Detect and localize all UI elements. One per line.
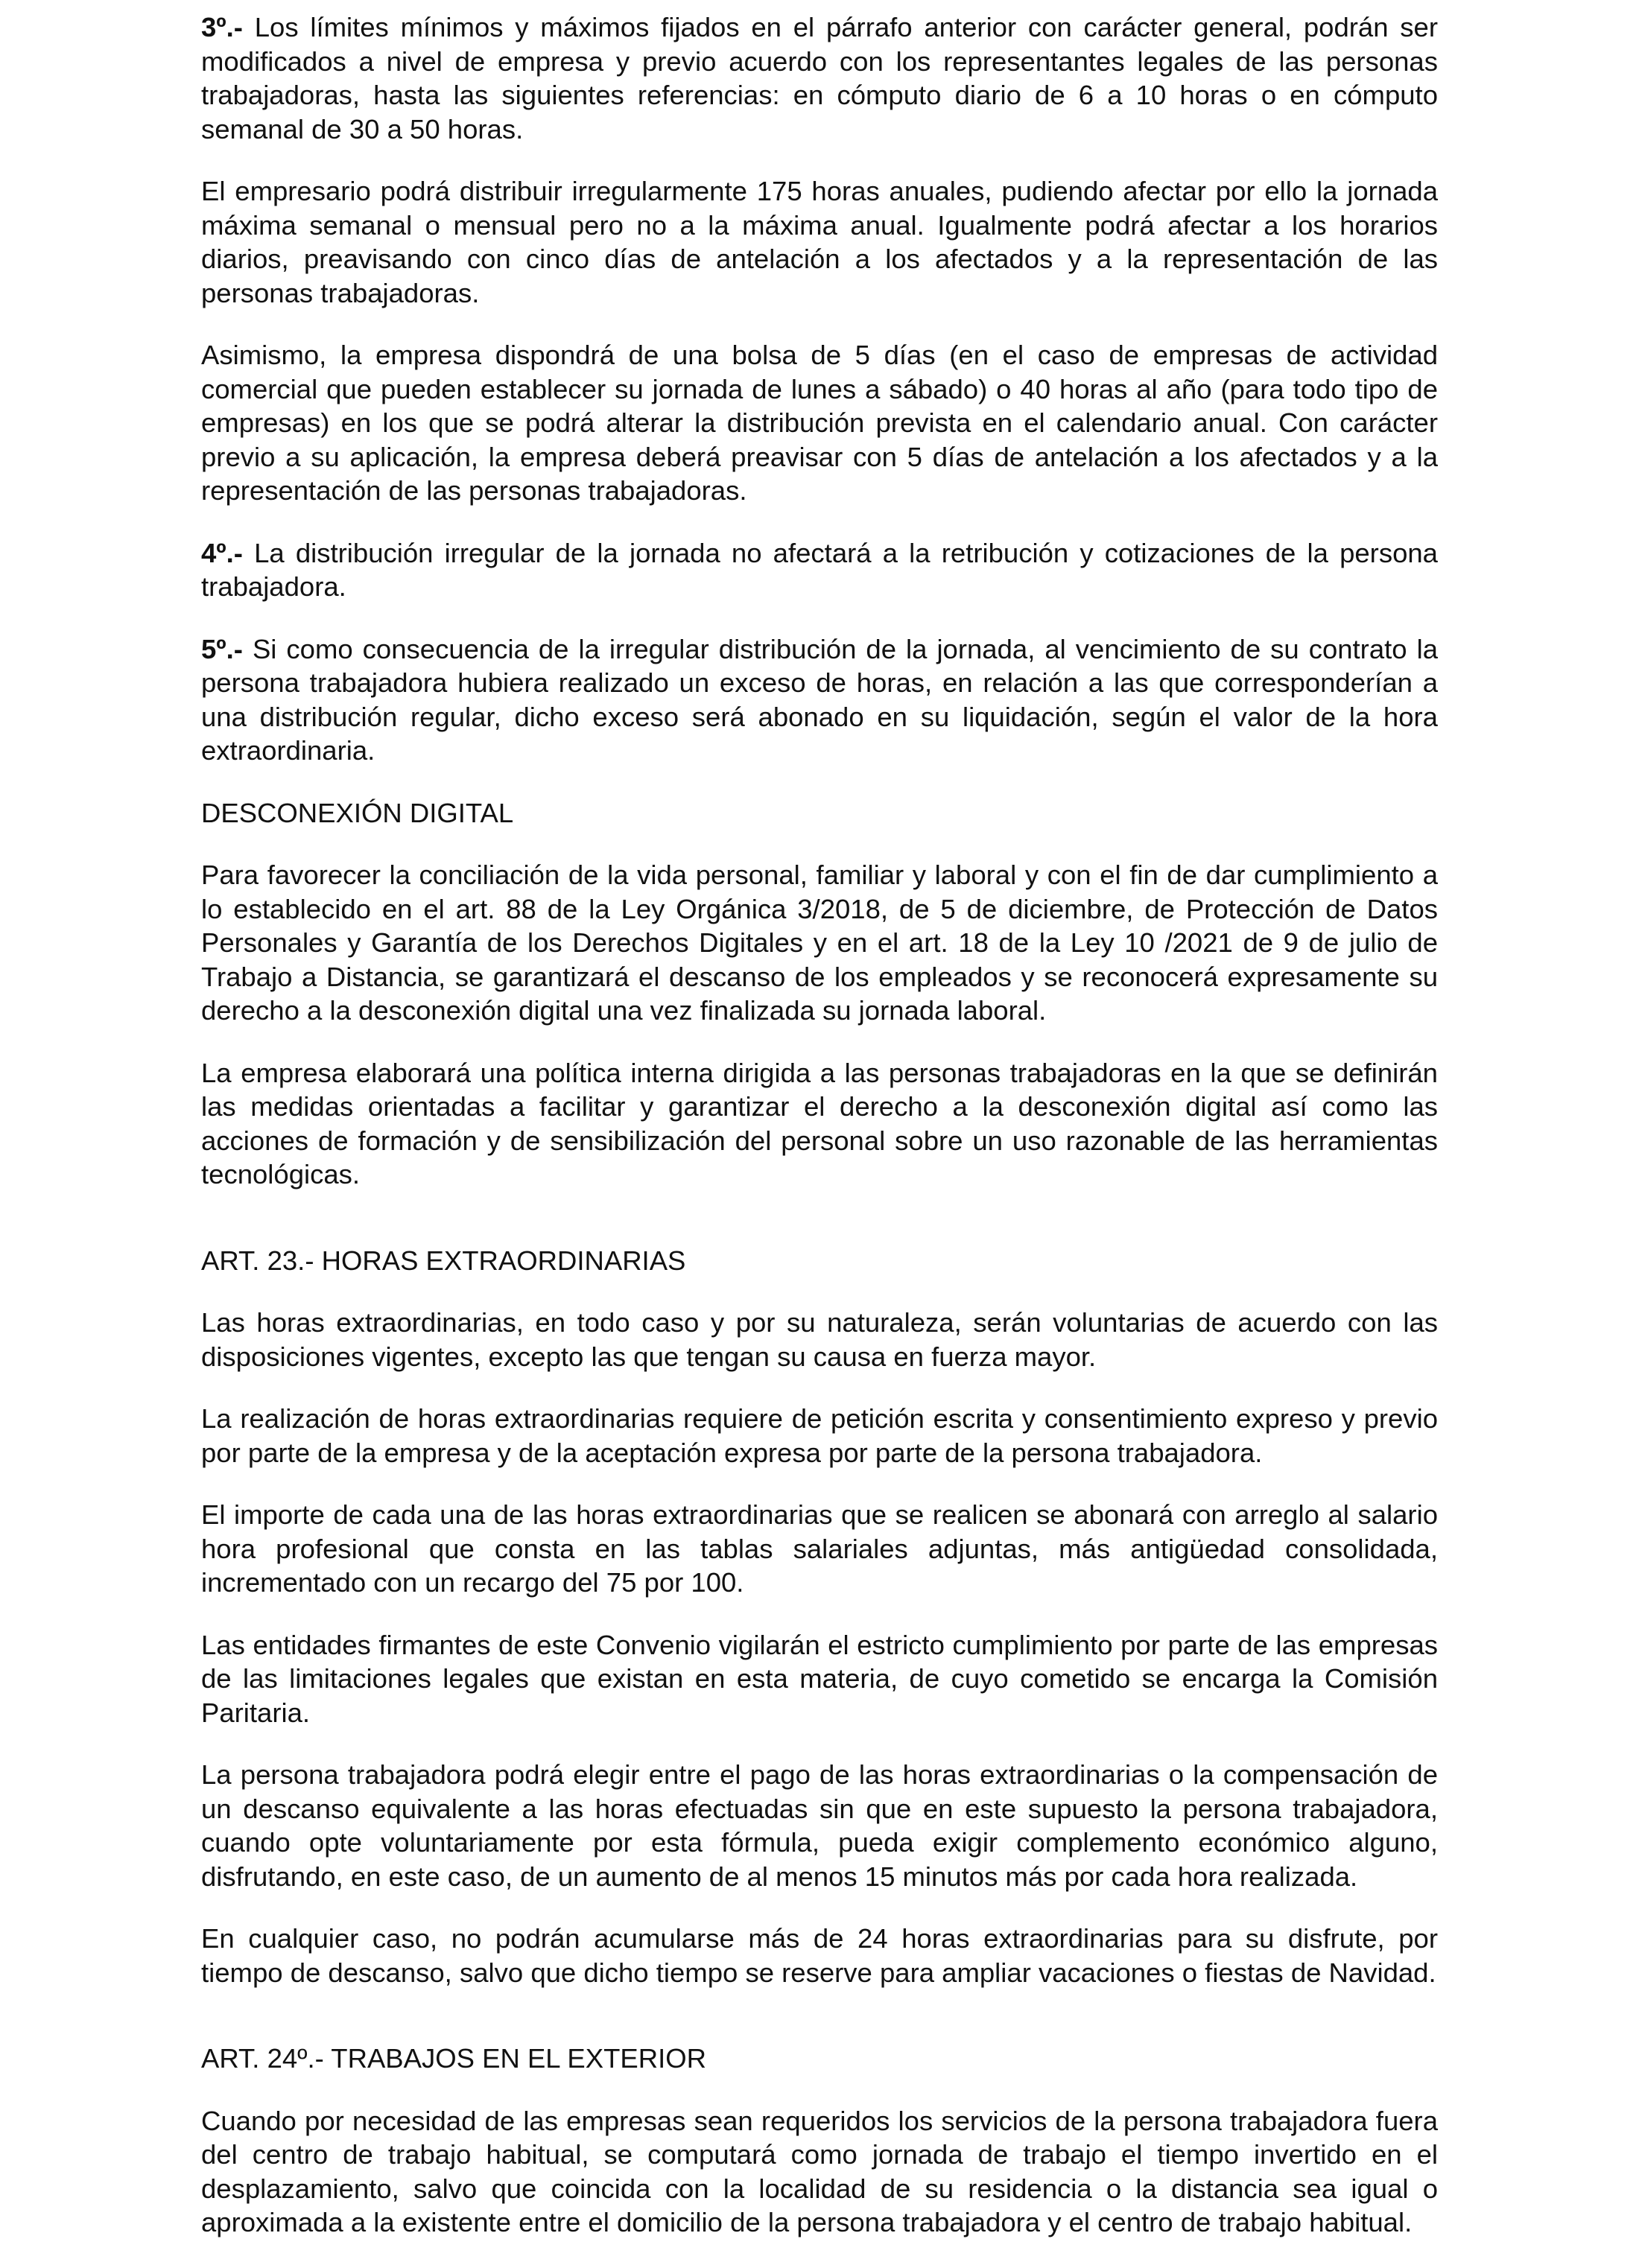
paragraph-4 bbox=[201, 536, 1438, 604]
paragraph-overtime-pay: El importe de cada una de las horas extraordinarias que se realicen se abonará con arreglo al salario hora profesional que consta en las tablas salariales adjuntas, más antigüedad consolidada, incrementado con un recargo del 75 por 100. bbox=[201, 1499, 1438, 1598]
paragraph-days-bag: Asimismo, la empresa dispondrá de una bolsa de 5 días (en el caso de empresas de actividad comercial que pueden establecer su jornada de lunes a sábado) o 40 horas al año (para todo tipo de empresas) en los que se podrá alterar la distribución prevista en el calendario anual. Con carácter previo a su aplicación, la empresa deberá preavisar con 5 días de antelación a los afectados y a la representación de las personas trabajadoras. bbox=[201, 340, 1438, 506]
paragraph-digital-disconnection-law: Para favorecer la conciliación de la vida personal, familiar y laboral y con el fin de dar cumplimiento a lo establecido en el art. 88 de la Ley Orgánica 3/2018, de 5 de diciembre, de Protección de Datos Personales y Garantía de los Derechos Digitales y en el art. 18 de la Ley 10 /2021 de 9 de julio de Trabajo a Distancia, se garantizará el descanso de los empleados y se reconocerá expresamente su derecho a la desconexión digital una vez finalizada su jornada laboral. bbox=[201, 860, 1438, 1026]
section-heading-art-24: ART. 24º.- TRABAJOS EN EL EXTERIOR bbox=[201, 2043, 706, 2074]
paragraph-text: Si como consecuencia de la irregular distribución de la jornada, al vencimiento de su contrato la persona trabajadora hubiera realizado un exceso de horas, en relación a las que corresponderían a una distribución regular, dicho exceso será abonado en su liquidación, según el valor de la hora extraordinaria. bbox=[201, 633, 1438, 766]
paragraph-text: La distribución irregular de la jornada no afectará a la retribución y cotizaciones de la persona trabajadora. bbox=[201, 537, 1438, 602]
paragraph-3 bbox=[201, 10, 1438, 146]
section-heading-art-23: ART. 23.- HORAS EXTRAORDINARIAS bbox=[201, 1245, 686, 1276]
paragraph-text: Los límites mínimos y máximos fijados en el párrafo anterior con carácter general, podrán ser modificados a nivel de empresa y previo acuerdo con los representantes legales de las personas trabajadoras, hasta las siguientes referencias: en cómputo diario de 6 a 10 horas o en cómputo semanal de 30 a 50 horas. bbox=[201, 12, 1438, 144]
paragraph-irregular-distribution: El empresario podrá distribuir irregularmente 175 horas anuales, pudiendo afectar por ello la jornada máxima semanal o mensual pero no a la máxima anual. Igualmente podrá afectar a los horarios diarios, preavisando con cinco días de antelación a los afectados y a la representación de las personas trabajadoras. bbox=[201, 176, 1438, 308]
paragraph-overtime-compensation: La persona trabajadora podrá elegir entre el pago de las horas extraordinarias o la compensación de un descanso equivalente a las horas efectuadas sin que en este supuesto la persona trabajadora, cuando opte voluntariamente por esta fórmula, pueda exigir complemento económico alguno, disfrutando, en este caso, de un aumento de al menos 15 minutos más por cada hora realizada. bbox=[201, 1759, 1438, 1892]
paragraph-overtime-accumulation: En cualquier caso, no podrán acumularse más de 24 horas extraordinarias para su disfrute, por tiempo de descanso, salvo que dicho tiempo se reserve para ampliar vacaciones o fiestas de Navidad. bbox=[201, 1923, 1438, 1988]
section-heading-digital-disconnection: DESCONEXIÓN DIGITAL bbox=[201, 797, 514, 828]
paragraph-5 bbox=[201, 632, 1438, 768]
item-number-4: 4º.- bbox=[201, 537, 243, 568]
document-page bbox=[201, 10, 1438, 2268]
paragraph-overtime-request: La realización de horas extraordinarias requiere de petición escrita y consentimiento expreso y previo por parte de la empresa y de la aceptación expresa por parte de la persona trabajadora. bbox=[201, 1403, 1438, 1468]
paragraph-external-work: Cuando por necesidad de las empresas sean requeridos los servicios de la persona trabajadora fuera del centro de trabajo habitual, se computará como jornada de trabajo el tiempo invertido en el desplazamiento, salvo que coincida con la localidad de su residencia o la distancia sea igual o aproximada a la existente entre el domicilio de la persona trabajadora y el centro de trabajo habitual. bbox=[201, 2105, 1438, 2237]
paragraph-overtime-monitoring: Las entidades firmantes de este Convenio vigilarán el estricto cumplimiento por parte de las empresas de las limitaciones legales que existan en esta materia, de cuyo cometido se encarga la Comisión Paritaria. bbox=[201, 1629, 1438, 1728]
item-number-5: 5º.- bbox=[201, 633, 243, 664]
item-number-3: 3º.- bbox=[201, 12, 243, 42]
paragraph-voluntary-overtime: Las horas extraordinarias, en todo caso y por su naturaleza, serán voluntarias de acuerdo con las disposiciones vigentes, excepto las que tengan su causa en fuerza mayor. bbox=[201, 1307, 1438, 1372]
paragraph-internal-policy: La empresa elaborará una política interna dirigida a las personas trabajadoras en la que se definirán las medidas orientadas a facilitar y garantizar el derecho a la desconexión digital así como las acciones de formación y de sensibilización del personal sobre un uso razonable de las herramientas tecnológicas. bbox=[201, 1057, 1438, 1189]
